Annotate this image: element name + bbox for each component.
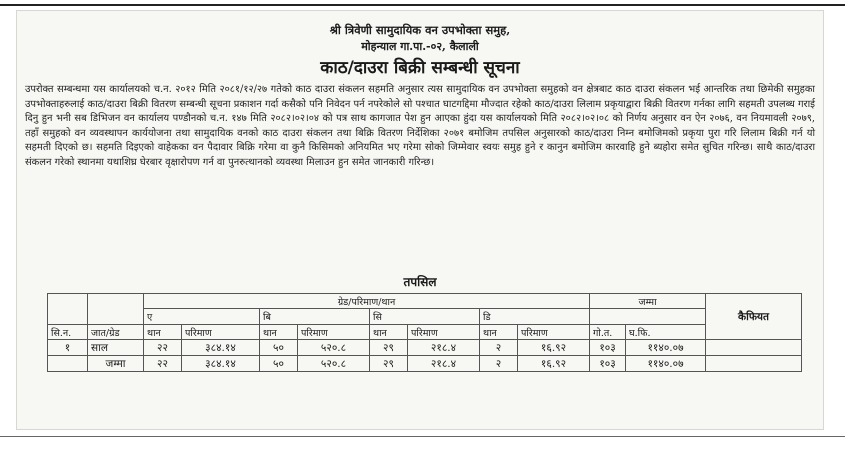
column-header-than: थान <box>144 325 182 340</box>
total-a-than: २२ <box>144 356 182 372</box>
table-row <box>48 340 802 356</box>
species-header: जात/ग्रेड <box>88 325 144 340</box>
total-group-header: जम्मा <box>590 294 706 309</box>
top-rule <box>0 4 845 6</box>
total-gol: १०३ <box>590 356 626 372</box>
table-corner-cell <box>88 294 144 325</box>
cell-a-than: २२ <box>144 340 182 356</box>
cell-sn: १ <box>48 340 88 356</box>
cell-a-parimaan: ३८४.१४ <box>182 340 260 356</box>
total-d-parimaan: १६.९२ <box>518 356 590 372</box>
total-c-than: २९ <box>370 356 408 372</box>
grade-group-header: ग्रेड/परिमाण/थान <box>144 294 590 309</box>
column-header-parimaan: परिमाण <box>408 325 480 340</box>
cell-c-than: २९ <box>370 340 408 356</box>
grade-c-header: सि <box>370 309 480 325</box>
total-b-than: ५० <box>260 356 298 372</box>
column-header-than: थान <box>480 325 518 340</box>
column-header-ghanfit: घ.फि. <box>626 325 706 340</box>
details-table <box>47 293 802 372</box>
total-a-parimaan: ३८४.१४ <box>182 356 260 372</box>
column-header-parimaan: परिमाण <box>298 325 370 340</box>
table-header-row <box>48 325 802 340</box>
total-b-parimaan: ५२०.८ <box>298 356 370 372</box>
table-total-row <box>48 356 802 372</box>
cell-remarks <box>706 340 802 356</box>
column-header-than: थान <box>260 325 298 340</box>
cell-b-parimaan: ५२०.८ <box>298 340 370 356</box>
org-name: श्री त्रिवेणी सामुदायिक वन उपभोक्ता समुह, <box>329 23 511 37</box>
total-label: जम्मा <box>88 356 144 372</box>
cell-blank <box>48 356 88 372</box>
total-remarks <box>706 356 802 372</box>
column-header-parimaan: परिमाण <box>518 325 590 340</box>
cell-gol: १०३ <box>590 340 626 356</box>
notice-card <box>16 10 824 430</box>
cell-d-than: २ <box>480 340 518 356</box>
column-header-than: थान <box>370 325 408 340</box>
column-header-parimaan: परिमाण <box>182 325 260 340</box>
remarks-header: कैफियत <box>706 294 802 340</box>
cell-c-parimaan: २१८.४ <box>408 340 480 356</box>
cell-b-than: ५० <box>260 340 298 356</box>
notice-body: उपरोक्त सम्बन्धमा यस कार्यालयको च.न. २०१२ मिति २०८१/१२/२७ गतेको काठ दाउरा संकलन सहमति अनुसार त्यस सामुदायिक वन उपभोक्ता समुहको वन क्षेत्रबाट काठ दाउरा संकलन भई आन्तरिक तथा छिमेकी समुहका उपभोक्ताहरुलाई काठ/दाउरा बिक्री वितरण सम्बन्धी सूचना प्रकाशन गर्दा कसैको पनि निवेदन पर्न नपरेकोले सो पश्चात घाटगद्दिमा मौज्दात रहेको काठ/दाउरा लिलाम प्रकृयाद्वारा बिक्री वितरण गर्नका लागि सहमती उपलब्ध गराई दिनु हुन भनी सब डिभिजन वन कार्यालय पण्डौनको च.न. १४७ मिति २०८२।०२।०४ को पत्र साथ कागजात पेश हुन आएका हुंदा यस कार्यालयको मिति २०८२।०२।०८ को निर्णय अनुसार वन ऐन २०७६, वन नियमावली २०७९, तहाँ समुहको वन व्यवस्थापन कार्ययोजना तथा सामुदायिक वनको काठ दाउरा संकलन तथा बिक्रि वितरण निर्देशिका २०७१ बमोजिम तपसिल अनुसारको काठ/दाउरा निम्न बमोजिमको प्रकृया पुरा गरि लिलाम बिक्री गर्न यो सहमती दिएको छ। सहमति दिइएको वाहेकका वन पैदावार बिक्रि गरेमा वा कुनै किसिमको अनियमित भए गरेमा सोको जिम्मेवार स्वयः समुह हुने र कानुन बमोजिम कारवाहि हुने ब्यहोरा समेत सुचित गरिन्छ। साथै काठ/दाउरा संकलन गरेको स्थानमा यथाशिघ्र घेरबार वृक्षारोपण गर्न वा पुनरुत्थानको व्यवस्था मिलाउन हुन समेत जानकारी गरिन्छ। <box>25 84 815 168</box>
details-heading: तपसिल <box>403 275 437 289</box>
cell-ghanfit: ११४०.०७ <box>626 340 706 356</box>
column-header-gol: गो.त. <box>590 325 626 340</box>
total-subheader-blank <box>590 309 706 325</box>
grade-a-header: ए <box>144 309 260 325</box>
table-header-row <box>48 309 802 325</box>
grade-b-header: बि <box>260 309 370 325</box>
notice-title: काठ/दाउरा बिक्री सम्बन्धी सूचना <box>320 58 520 78</box>
cell-d-parimaan: १६.९२ <box>518 340 590 356</box>
table-corner-cell <box>48 294 88 325</box>
total-c-parimaan: २१८.४ <box>408 356 480 372</box>
grade-d-header: डि <box>480 309 590 325</box>
sn-header: सि.न. <box>48 325 88 340</box>
total-ghanfit: ११४०.०७ <box>626 356 706 372</box>
org-address: मोहन्याल गा.पा.-०२, कैलाली <box>361 40 479 53</box>
bottom-rule <box>0 436 845 437</box>
total-d-than: २ <box>480 356 518 372</box>
table-header-row <box>48 294 802 309</box>
cell-species: साल <box>88 340 144 356</box>
